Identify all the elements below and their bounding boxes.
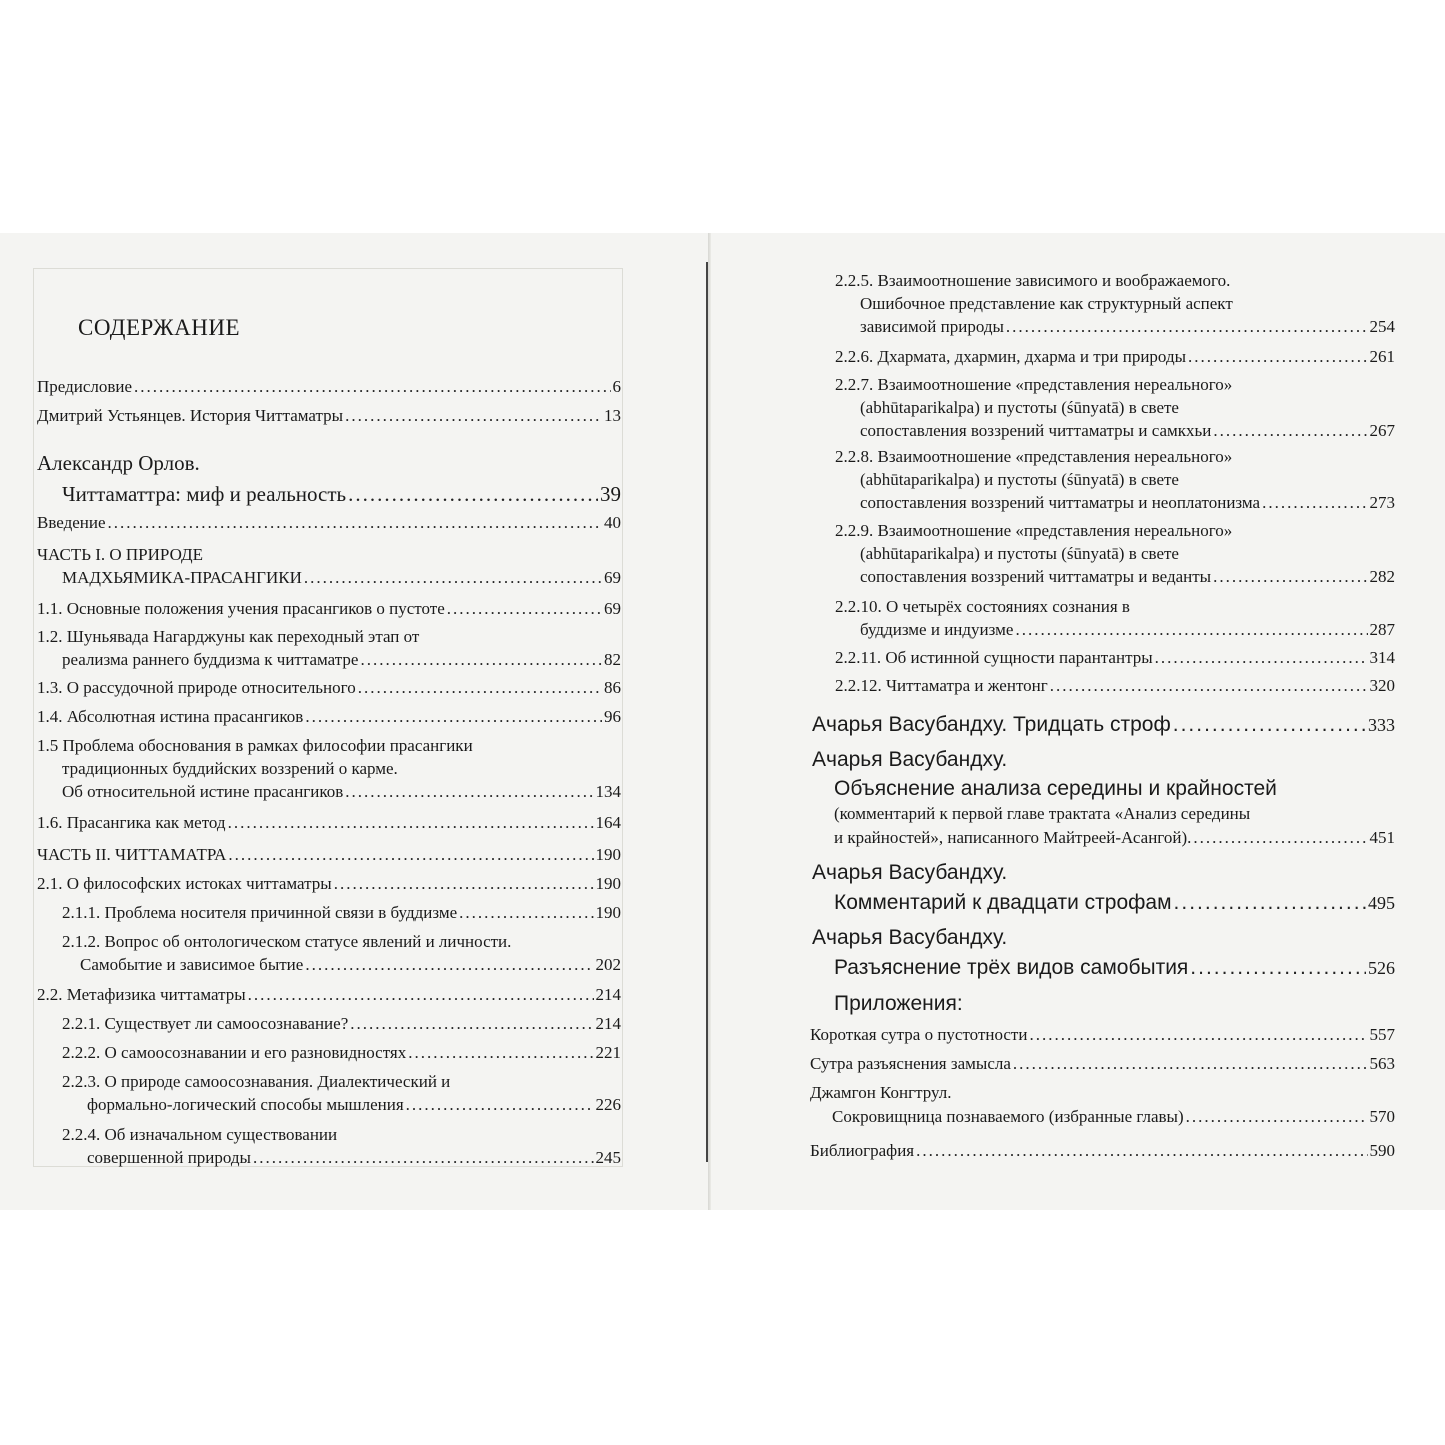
book-spread [0,233,1445,1210]
toc-entry: Джамгон Конгтрул. Сокровищница познаваемого (избранные главы) ..... 570 [810,1083,1395,1127]
page-title: СОДЕРЖАНИЕ [78,315,241,340]
toc-entry: 1.4. Абсолютная истина прасангиков ..... 96 [37,707,621,727]
appendix-heading: Приложения: [834,992,963,1015]
gutter-line [706,262,708,1162]
toc-entry: Библиография ..... 590 [810,1141,1395,1161]
toc-entry: 2.2.11. Об истинной сущности парантантры ..... 314 [835,648,1395,668]
toc-entry: 2.2.4. Об изначальном существовании совершенной природы ..... 245 [62,1125,621,1168]
right-page [710,233,1445,1210]
toc-entry: 2.2.5. Взаимоотношение зависимого и воображаемого. Ошибочное представление как структурный аспект зависимой природы ..... 254 [835,271,1395,337]
book-gutter [708,233,711,1210]
toc-entry: 2.2.12. Читтаматра и жентонг ..... 320 [835,676,1395,696]
toc-entry: Ачарья Васубандху. Комментарий к двадцати строфам ..... 495 [812,861,1395,915]
toc-entry: Александр Орлов. Читтаматтра: миф и реальность ..... 39 [37,451,621,507]
toc-entry: Ачарья Васубандху. Разъяснение трёх видов самобытия ..... 526 [812,926,1395,980]
toc-entry: 2.2.3. О природе самоосознавания. Диалектический и формально-логический способы мышления ..... 226 [62,1072,621,1115]
toc-entry: 2.2.9. Взаимоотношение «представления нереального» (abhūtaparikalpa) и пустоты (śūnyatā) в свете сопоставления воззрений читтаматры и веданты ..... 282 [835,521,1395,587]
toc-entry: 2.2.8. Взаимоотношение «представления нереального» (abhūtaparikalpa) и пустоты (śūnyatā) в свете сопоставления воззрений читтаматры и неоплатонизма ..... 273 [835,447,1395,513]
toc-entry: 2.2.2. О самоосознавании и его разновидностях ..... 221 [62,1043,621,1063]
toc-entry: 1.1. Основные положения учения прасангиков о пустоте ..... 69 [37,599,621,619]
toc-entry: Введение ..... 40 [37,513,621,533]
toc-entry: ЧАСТЬ I. О ПРИРОДЕ МАДХЬЯМИКА-ПРАСАНГИКИ ..... 69 [37,545,621,588]
toc-entry: 2.1. О философских истоках читтаматры ..... 190 [37,874,621,894]
toc-entry: 1.5 Проблема обоснования в рамках философии прасангики традиционных буддийских воззрений о карме. Об относительной истине прасангиков ..... 134 [37,736,621,802]
toc-entry: ЧАСТЬ II. ЧИТТАМАТРА ..... 190 [37,845,621,865]
toc-entry: Сутра разъяснения замысла ..... 563 [810,1054,1395,1074]
toc-entry: 1.3. О рассудочной природе относительного ..... 86 [37,678,621,698]
toc-entry: Предисловие ..... 6 [37,377,621,397]
toc-entry: Ачарья Васубандху. Объяснение анализа середины и крайностей (комментарий к первой главе трактата «Анализ середины и крайностей», написанного Майтреей-Асангой). ..... 451 [812,748,1395,848]
toc-entry: 2.1.1. Проблема носителя причинной связи в буддизме ..... 190 [62,903,621,923]
toc-entry: 1.6. Прасангика как метод ..... 164 [37,813,621,833]
toc-entry: 2.1.2. Вопрос об онтологическом статусе явлений и личности. Самобытие и зависимое бытие ..... 202 [62,932,621,975]
toc-entry: Короткая сутра о пустотности ..... 557 [810,1025,1395,1045]
toc-entry: 2.2. Метафизика читтаматры ..... 214 [37,985,621,1005]
left-page [0,233,708,1210]
toc-entry: 2.2.10. О четырёх состояниях сознания в буддизме и индуизме ..... 287 [835,597,1395,640]
toc-entry: Дмитрий Устьянцев. История Читтаматры ..... 13 [37,406,621,426]
toc-entry: 2.2.6. Дхармата, дхармин, дхарма и три природы ..... 261 [835,347,1395,367]
toc-entry: 2.2.1. Существует ли самоосознавание? ..... 214 [62,1014,621,1034]
toc-entry: 1.2. Шуньявада Нагарджуны как переходный этап от реализма раннего буддизма к читтаматре ..... 82 [37,627,621,670]
toc-entry: 2.2.7. Взаимоотношение «представления нереального» (abhūtaparikalpa) и пустоты (śūnyatā) в свете сопоставления воззрений читтаматры и самкхьи ..... 267 [835,375,1395,441]
toc-entry: Ачарья Васубандху. Тридцать строф ..... 333 [812,713,1395,737]
